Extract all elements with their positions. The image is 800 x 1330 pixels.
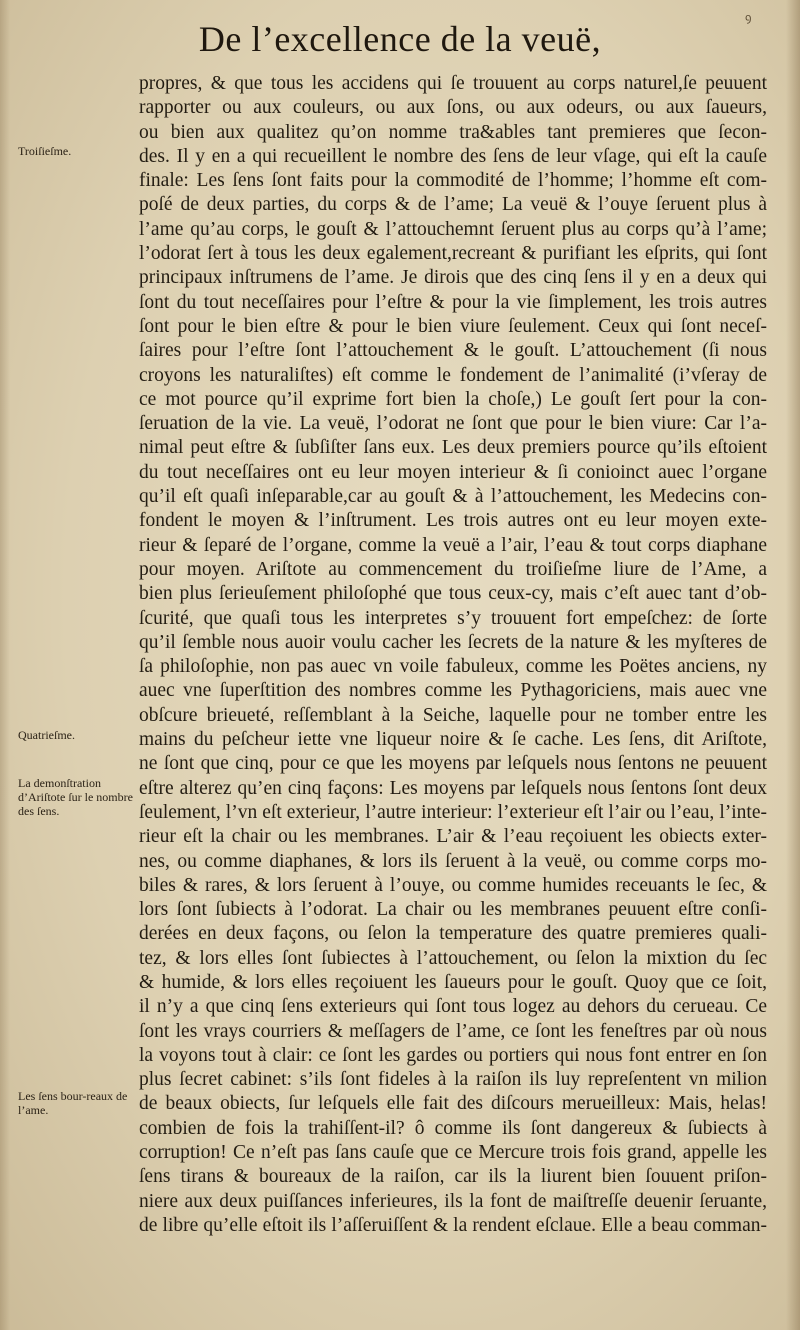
margin-note: Les ſens bour-reaux de l’ame.	[18, 1089, 128, 1117]
text-line: qu’il eſt quaſi inſeparable,car au gouſt & à l’attouchement, les Medecins con-	[139, 486, 767, 508]
text-line: corruption! Ce n’eſt pas ſans cauſe que ce Mercure trois fois grand, appelle les	[139, 1142, 767, 1164]
text-line: croyons les naturaliſtes) eſt comme le fondement de l’animalité (i’vſeray de	[139, 364, 767, 386]
text-line: ce mot pource qu’il exprime fort bien la choſe,) Le gouſt ſert pour la con-	[139, 388, 767, 410]
margin-note: Troiſieſme.	[18, 144, 72, 158]
text-line: finale: Les ſens ſont faits pour la commodité de l’homme; l’homme eſt com-	[139, 170, 767, 192]
text-line: ſens tirans & boureaux de la raiſon, car ils la liurent bien ſouuent priſon-	[139, 1166, 767, 1188]
text-line: des. Il y en a qui recueillent le nombre des ſens de leur vſage, qui eſt la cauſe	[139, 145, 767, 167]
text-line: l’odorat ſert à tous les deux egalement,recreant & purifiant les eſprits, qui ſont	[139, 243, 767, 265]
text-line: obſcure brieueté, reſſemblant à la Seiche, laquelle pour ne tomber entre les	[139, 704, 767, 726]
text-line: combien de fois la trahiſſent-il? ô comme ils ſont dangereux & ſubiects à	[139, 1117, 767, 1139]
text-line: ſont du tout neceſſaires pour l’eſtre & pour la vie ſimplement, les trois autres	[139, 291, 767, 313]
text-line: fondent le moyen & l’inſtrument. Les trois autres ont eu leur moyen exte-	[139, 510, 767, 532]
page-edge-shadow	[786, 0, 800, 1330]
text-line: nimal peut eſtre & ſubſiſter ſans eux. Les deux premiers pource qu’ils eſtoient	[139, 437, 767, 459]
text-line: ſeulement, l’vn eſt exterieur, l’autre interieur: l’exterieur eſt l’air ou l’eau, l’inte-	[139, 801, 767, 823]
text-line: ſaires pour l’eſtre ſont l’attouchement & le gouſt. L’attouchement (ſi nous	[139, 340, 767, 362]
text-line: rapporter ou aux couleurs, ou aux ſons, ou aux odeurs, ou aux ſaueurs,	[139, 97, 767, 119]
text-line: ſont pour le bien eſtre & pour le bien viure ſeulement. Ceux qui ſont neceſ-	[139, 315, 767, 337]
text-line: de beaux obiects, ſur leſquels elle fait des diſcours merueilleux: Mais, helas!	[139, 1093, 767, 1115]
text-line: bien plus ſerieuſement philoſophé que tous ceux-cy, mais c’eſt auec tant d’ob-	[139, 583, 767, 605]
text-line: ſa philoſophie, non pas auec vn voile fabuleux, comme les Poëtes anciens, ny	[139, 656, 767, 678]
text-line: principaux inſtrumens de l’ame. Je dirois que des cinq ſens il y en a deux qui	[139, 267, 767, 289]
text-line: l’ame qu’au corps, le gouſt & l’attouchemnt ſeruent plus au corps qu’à l’ame;	[139, 218, 767, 240]
text-line: plus ſecret cabinet: s’ils ſont fideles à la raiſon ils luy repreſentent vn milion	[139, 1069, 767, 1091]
text-line: ou bien aux qualitez qu’on nomme tra&ables tant premieres que ſecon-	[139, 121, 767, 143]
text-line: rieur eſt la chair ou les membranes. L’air & l’eau reçoiuent les obiects exter-	[139, 826, 767, 848]
text-line: eſtre alterez qu’en cinq façons: Les moyens par leſquels nous ſentons ſont deux	[139, 777, 767, 799]
text-line: niere aux deux puiſſances inferieures, ils la font de maiſtreſſe deuenir ſeruante,	[139, 1190, 767, 1212]
margin-note: Quatrieſme.	[18, 728, 75, 742]
text-line: ſont les vrays courriers & meſſagers de l’ame, ce ſont les feneſtres par où nous	[139, 1020, 767, 1042]
text-line: du tout neceſſaires ont eu leur moyen interieur & ſi conioinct auec l’organe	[139, 461, 767, 483]
text-line: biles & rares, & lors ſeruent à l’ouye, ou comme humides receuants le ſec, &	[139, 874, 767, 896]
text-line: rieur & ſeparé de l’organe, comme la veuë a l’air, l’eau & tout corps diaphane	[139, 534, 767, 556]
text-line: auec vne ſuperſtition des nombres comme les Pythagoriciens, mais auec vne	[139, 680, 767, 702]
body-text	[139, 72, 767, 1238]
text-line: ſeruation de la vie. La veuë, l’odorat ne ſont que pour le bien viure: Car l’a-	[139, 413, 767, 435]
text-line: lors ſont ſubiects à l’odorat. La chair ou les membranes peuuent eſtre conſi-	[139, 899, 767, 921]
text-line: poſé de deux parties, du corps & de l’ame; La veuë & l’ouye ſeruent plus à	[139, 194, 767, 216]
running-head: De l’excellence de la veuë,	[198, 19, 602, 59]
text-line: propres, & que tous les accidens qui ſe trouuent au corps naturel,ſe peuuent	[139, 73, 767, 94]
text-line: & humide, & lors elles reçoiuent les ſaueurs pour le gouſt. Quoy que ce ſoit,	[139, 971, 767, 993]
text-line: qu’il ſemble nous auoir voulu cacher les ſecrets de la nature & les myſteres de	[139, 631, 767, 653]
text-line: ſcurité, que quaſi tous les interpretes s’y trouuent fort empeſchez: de ſorte	[139, 607, 767, 629]
text-line: derées en deux façons, ou ſelon la temperature des quatre premieres quali-	[139, 923, 767, 945]
page-gutter-shadow	[0, 0, 10, 1330]
text-line: mains du peſcheur iette vne liqueur noire & ſe cache. Les ſens, dit Ariſtote,	[139, 729, 767, 751]
text-line: la voyons tout à clair: ce ſont les gardes ou portiers qui nous font entrer en ſon	[139, 1044, 767, 1066]
folio-mark: ꝯ	[745, 12, 752, 24]
text-line: il n’y a que cinq ſens exterieurs qui ſont tous logez au dehors du cerueau. Ce	[139, 996, 767, 1018]
text-line: ne ſont que cinq, pour ce que les moyens par leſquels nous ſentons ne peuuent	[139, 753, 767, 775]
text-line: pour moyen. Ariſtote au commencement du troiſieſme liure de l’Ame, a	[139, 558, 767, 580]
text-line: de libre qu’elle eſtoit ils l’aſſeruiſſent & la rendent eſclaue. Elle a beau comman-	[139, 1214, 767, 1236]
text-line: nes, ou comme diaphanes, & lors ils ſeruent à la veuë, ou comme corps mo-	[139, 850, 767, 872]
text-line: tez, & lors elles ſont ſubiectes à l’attouchement, ou ſelon la mixtion du ſec	[139, 947, 767, 969]
margin-note: La demonſtration d’Ariſtote ſur le nombre des ſens.	[18, 776, 133, 818]
